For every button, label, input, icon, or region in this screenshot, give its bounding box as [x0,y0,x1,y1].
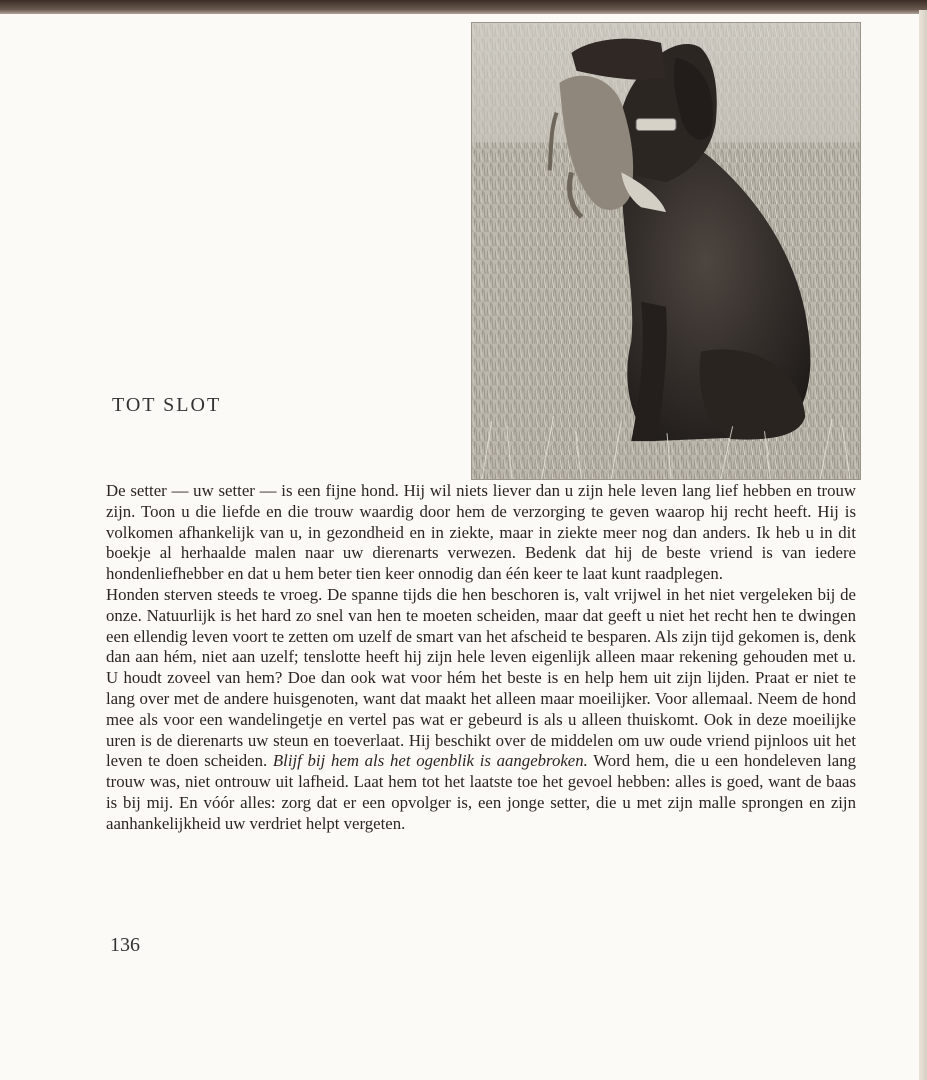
body-text [106,481,856,835]
setter-with-hare-photo [471,22,861,480]
paragraph-1: De setter — uw setter — is een fijne hond. Hij wil niets liever dan u zijn hele leven lang lief hebben en trouw zijn. Toon u die liefde en die trouw waardig door hem de verzorging te geven waarop hij recht heeft. Hij is volkomen afhankelijk van u, in gezondheid en in ziekte, maar in ziekte meer nog dan anders. Ik heb u in dit boekje al herhaalde malen naar uw dierenarts verwezen. Bedenk dat hij de beste vriend is van iedere hondenliefhebber en dat u hem beter tien keer onnodig dan één keer te laat kunt raadplegen. [106,481,856,584]
paragraph-2-italic: Blijf bij hem als het ogenblik is aangebroken. [272,751,588,771]
section-heading: TOT SLOT [112,394,222,416]
photo-illustration [472,23,860,479]
paragraph-2-text-end: Word hem, die u een hondeleven lang trouw was, niet ontrouw uit lafheid. Laat hem tot het laatste toe het gevoel hebben: alles is goed, want de baas is bij mij. En vóór alles: zorg dat er een opvolger is, een jonge setter, die u met zijn malle sprongen en zijn aanhankelijkheid uw verdriet helpt vergeten. [106,751,857,833]
paragraph-2 [106,585,856,835]
paragraph-2-text: Honden sterven steeds te vroeg. De spanne tijds die hen beschoren is, valt vrijwel in het niet vergeleken bij de onze. Natuurlijk is het hard zo snel van hen te moeten scheiden, maar dat geeft u niet het recht hen te dwingen een ellendig leven voort te zetten om uzelf de smart van het afscheid te besparen. Als zijn tijd gekomen is, denk dan aan hém, niet aan uzelf; tenslotte heeft hij zijn hele leven eigenlijk alleen maar rekening gehouden met u. U houdt zoveel van hem? Doe dan ook wat voor hém het beste is en help hem uit zijn lijden. Praat er niet te lang over met de andere huisgenoten, want dat maakt het alleen maar moeilijker. Voor allemaal. Neem de hond mee als voor een wandelingetje en vertel pas wat er gebeurd is als u alleen thuiskomt. Ook in deze moeilijke uren is de dierenarts uw steun en toeverlaat. Hij beschikt over de middelen om uw oude vriend pijnloos uit het leven te doen scheiden. [106,584,856,771]
book-right-edge [919,10,927,1080]
page-number: 136 [110,934,140,956]
book-page [0,14,919,1080]
